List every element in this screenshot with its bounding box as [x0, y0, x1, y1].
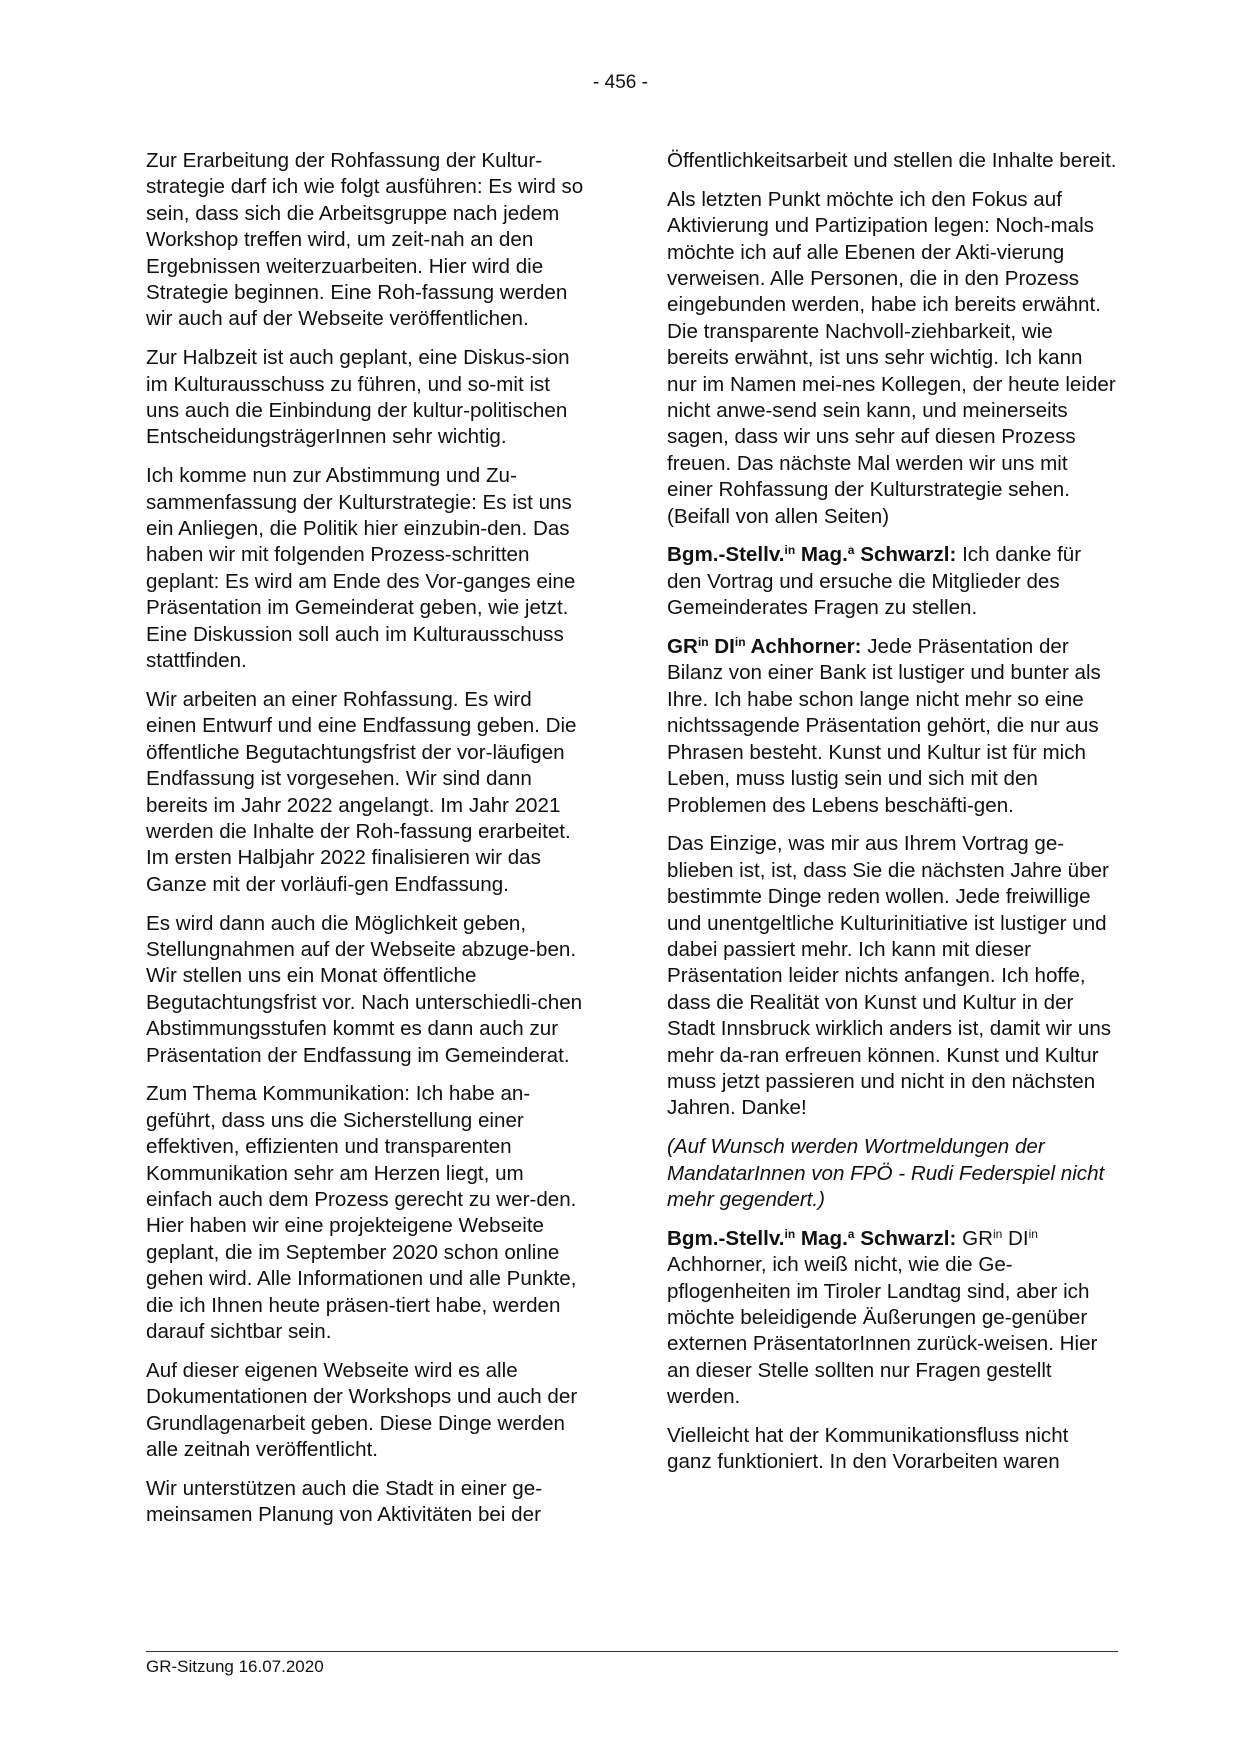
speaker-name: $GR^{in}$ $DI^{in}$ Achhorner: — [667, 635, 862, 659]
paragraph: Es wird dann auch die Möglichkeit geben, Stellungnahmen auf der Webseite abzuge-ben. Wir stellen uns ein Monat öffentliche Begutachtungsfrist vor. Nach unterschiedli-chen Abstimmungsstufen kommt es dann auch zur Präsentation der Endfassung im Gemeinderat. — [146, 911, 583, 1067]
right-column — [667, 148, 1117, 1488]
paragraph: Zum Thema Kommunikation: Ich habe an-geführt, dass uns die Sicherstellung einer effektiven, effizienten und transparenten Kommunikation sehr am Herzen liegt, um einfach auch dem Prozess gerecht zu wer-den. Hier haben wir eine projekteigene Webseite geplant, die im September 2020 schon online gehen wird. Alle Informationen und alle Punkte, die ich Ihnen heute präsen-tiert habe, werden darauf sichtbar sein. — [146, 1082, 577, 1344]
paragraph: Als letzten Punkt möchte ich den Fokus auf Aktivierung und Partizipation legen: Noch-mals möchte ich auf alle Ebenen der Akti-vierung verweisen. Alle Personen, die in den Prozess eingebunden werden, habe ich bereits erwähnt. Die transparente Nachvoll-ziehbarkeit, wie bereits erwähnt, ist uns sehr wichtig. Ich kann nur im Namen mei-nes Kollegen, der heute leider nicht anwe-send sein kann, und meinerseits sagen, dass wir uns sehr auf diesen Prozess freuen. Das nächste Mal werden wir uns mit einer Rohfassung der Kulturstrategie sehen. (Beifall von allen Seiten) — [667, 187, 1116, 528]
speech-text: Jede Präsentation der Bilanz von einer Bank ist lustiger und bunter als Ihre. Ich habe schon lange nicht mehr so eine nichtssagende Präsentation gehört, die nur aus Phrasen besteht. Kunst und Kultur ist für mich Leben, muss lustig sein und sich mit den Problemen des Lebens beschäfti-gen. — [667, 635, 1101, 817]
footer-text: GR-Sitzung 16.07.2020 — [146, 1657, 324, 1676]
speech-text: Ich danke für den Vortrag und ersuche die Mitglieder des Gemeinderates Fragen zu stellen. — [667, 543, 1082, 620]
paragraph: Zur Halbzeit ist auch geplant, eine Diskus-sion im Kulturausschuss zu führen, und so-mit ist uns auch die Einbindung der kultur-politischen EntscheidungsträgerInnen sehr wichtig. — [146, 346, 570, 449]
left-column — [146, 148, 586, 1541]
paragraph: Ich komme nun zur Abstimmung und Zu-sammenfassung der Kulturstrategie: Es ist uns ein Anliegen, die Politik hier einzubin-den. Das haben wir mit folgenden Prozess-schritten geplant: Es wird am Ende des Vor-ganges eine Präsentation im Gemeinderat geben, wie jetzt. Eine Diskussion soll auch im Kulturausschuss stattfinden. — [146, 464, 576, 673]
paragraph: Zur Erarbeitung der Rohfassung der Kultur-strategie darf ich wie folgt ausführen: Es wird so sein, dass sich die Arbeitsgruppe nach jedem Workshop treffen wird, um zeit-nah an den Ergebnissen weiterzuarbeiten. Hier wird die Strategie beginnen. Eine Roh-fassung werden wir auch auf der Webseite veröffentlichen. — [146, 149, 584, 331]
speaker-paragraph — [667, 1226, 1117, 1411]
paragraph: Auf dieser eigenen Webseite wird es alle Dokumentationen der Workshops und auch der Grundlagenarbeit geben. Diese Dinge werden alle zeitnah veröffentlicht. — [146, 1358, 578, 1462]
paragraph: Wir arbeiten an einer Rohfassung. Es wird einen Entwurf und eine Endfassung geben. Die öffentliche Begutachtungsfrist der vor-läufigen Endfassung ist vorgesehen. Wir sind dann bereits im Jahr 2022 angelangt. Im Jahr 2021 werden die Inhalte der Roh-fassung erarbeitet. Im ersten Halbjahr 2022 finalisieren wir das Ganze mit der vorläufi-gen Endfassung. — [146, 687, 577, 896]
speaker-paragraph — [667, 634, 1117, 819]
paragraph: Wir unterstützen auch die Stadt in einer ge-meinsamen Planung von Aktivitäten bei der — [146, 1476, 543, 1527]
speaker-name: Bgm.-Stellv.$^{in}$ Mag.$^a$ Schwarzl: — [667, 543, 957, 567]
paragraph: Vielleicht hat der Kommunikationsfluss nicht ganz funktioniert. In den Vorarbeiten waren — [667, 1424, 1069, 1474]
editorial-note: (Auf Wunsch werden Wortmeldungen der MandatarInnen von FPÖ - Rudi Federspiel nicht mehr gegendert.) — [667, 1135, 1105, 1211]
speaker-paragraph — [667, 542, 1117, 621]
speech-text: $GR^{in}$ $DI^{in}$ Achhorner, ich weiß nicht, wie die Ge-pflogenheiten im Tiroler Landtag sind, aber ich möchte beleidigende Äußerungen ge-genüber externen PräsentatorInnen zurück-weisen. Hier an dieser Stelle sollten nur Fragen gestellt werden. — [667, 1226, 1098, 1409]
paragraph: Öffentlichkeitsarbeit und stellen die Inhalte bereit. — [667, 149, 1117, 172]
paragraph: Das Einzige, was mir aus Ihrem Vortrag ge-blieben ist, ist, dass Sie die nächsten Jahre über bestimmte Dinge reden wollen. Jede freiwillige und unentgeltliche Kulturinitiative ist lustiger und dabei passiert mehr. Ich kann mit dieser Präsentation leider nichts anfangen. Ich hoffe, dass die Realität von Kunst und Kultur in der Stadt Innsbruck wirklich anders ist, damit wir uns mehr da-ran erfreuen können. Kunst und Kultur muss jetzt passieren und nicht in den nächsten Jahren. Danke! — [667, 832, 1112, 1120]
page-number: - 456 - — [593, 72, 648, 93]
speaker-name: Bgm.-Stellv.$^{in}$ Mag.$^a$ Schwarzl: — [667, 1226, 957, 1250]
footer-divider — [146, 1651, 1118, 1652]
